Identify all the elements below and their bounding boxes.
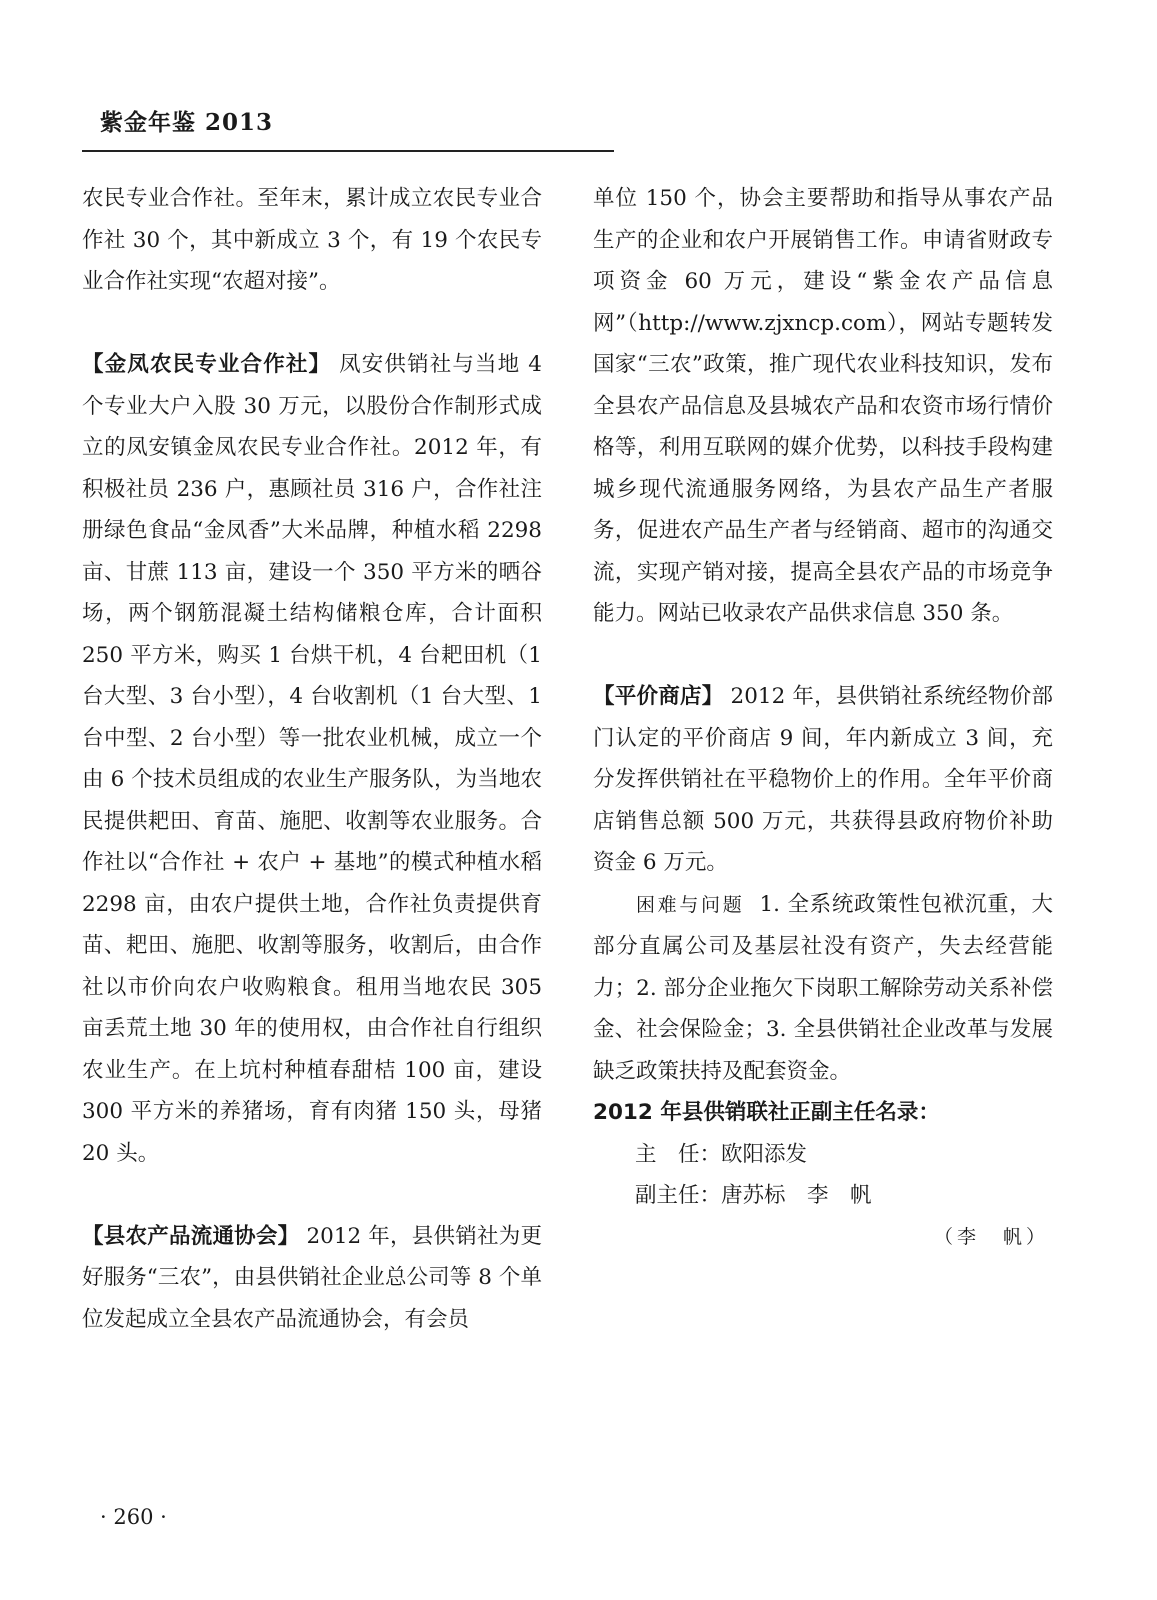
- intro-paragraph: 农民专业合作社。至年末，累计成立农民专业合作社 30 个，其中新成立 3 个，有 19 个农民专业合作社实现“农超对接”。: [82, 186, 542, 294]
- header-rule: [82, 150, 614, 152]
- deputy-line: 副主任：唐苏标 李 帆: [635, 1183, 872, 1208]
- running-header: 紫金年鉴 2013: [100, 109, 274, 136]
- association-section: [82, 1216, 542, 1341]
- association-heading: 【县农产品流通协会】: [82, 1223, 300, 1249]
- page-number: · 260 ·: [100, 1505, 167, 1529]
- author-signature: （李 帆）: [933, 1225, 1049, 1248]
- association-text: 2012 年，县供销社为更好服务“三农”，由县供销社企业总公司等 8 个单位发起成立全县农产品流通协会，有会员: [82, 1223, 542, 1332]
- jinfeng-heading: 【金凤农民专业合作社】: [82, 352, 332, 377]
- right-column: [593, 178, 1053, 1258]
- left-column: [82, 178, 542, 1340]
- jinfeng-text: 凤安供销社与当地 4 个专业大户入股 30 万元，以股份合作制形式成立的凤安镇金凤农民专业合作社。2012 年，有积极社员 236 户，惠顾社员 316 户，合作社注册绿色食品“金凤香”大米品牌，种植水稻 2298 亩、甘蔗 113 亩，建设一个 350 平方米的晒谷场，两个钢筋混凝土结构储粮仓库，合计面积 250 平方米，购买 1 台烘干机，4 台耙田机（1 台大型、3 台小型），4 台收割机（1 台大型、1 台中型、2 台小型）等一批农业机械，成立一个由 6 个技术员组成的农业生产服务队，为当地农民提供耙田、育苗、施肥、收割等农业服务。合作社以“合作社 + 农户 + 基地”的模式种植水稻 2298 亩，由农户提供土地，合作社负责提供育苗、耙田、施肥、收割等服务，收割后，由合作社以市价向农户收购粮食。租用当地农民 305 亩丢荒土地 30 年的使用权，由合作社自行组织农业生产。在上坑村种植春甜桔 100 亩，建设 300 平方米的养猪场，育有肉猪 150 头，母猪 20 头。: [82, 352, 542, 1166]
- pingjia-heading: 【平价商店】: [593, 684, 724, 709]
- association-continuation: 单位 150 个，协会主要帮助和指导从事农产品生产的企业和农户开展销售工作。申请省财政专项资金 60 万元，建设“紫金农产品信息网”（http://www.zjxncp.com），网站专题转发国家“三农”政策，推广现代农业科技知识，发布全县农产品信息及县城农产品和农资市场行情价格等，利用互联网的媒介优势，以科技手段构建城乡现代流通服务网络，为县农产品生产者服务，促进农产品生产者与经销商、超市的沟通交流，实现产销对接，提高全县农产品的市场竞争能力。网站已收录农产品供求信息 350 条。: [593, 186, 1053, 626]
- pingjia-text: 2012 年，县供销社系统经物价部门认定的平价商店 9 间，年内新成立 3 间，充分发挥供销社在平稳物价上的作用。全年平价商店销售总额 500 万元，共获得县政府物价补助资金 6 万元。: [593, 684, 1053, 875]
- pingjia-section: [593, 676, 1053, 884]
- problems-text: 1. 全系统政策性包袱沉重，大部分直属公司及基层社没有资产，失去经营能力；2. 部分企业拖欠下岗职工解除劳动关系补偿金、社会保险金；3. 全县供销社企业改革与发展缺乏政策扶持及配套资金。: [593, 891, 1053, 1084]
- jinfeng-section: [82, 344, 542, 1174]
- director-line: 主 任：欧阳添发: [635, 1141, 808, 1167]
- roster-title: 2012 年县供销联社正副主任名录：: [593, 1100, 940, 1125]
- problems-section: [593, 884, 1053, 1093]
- problems-label: 困难与问题: [636, 893, 745, 916]
